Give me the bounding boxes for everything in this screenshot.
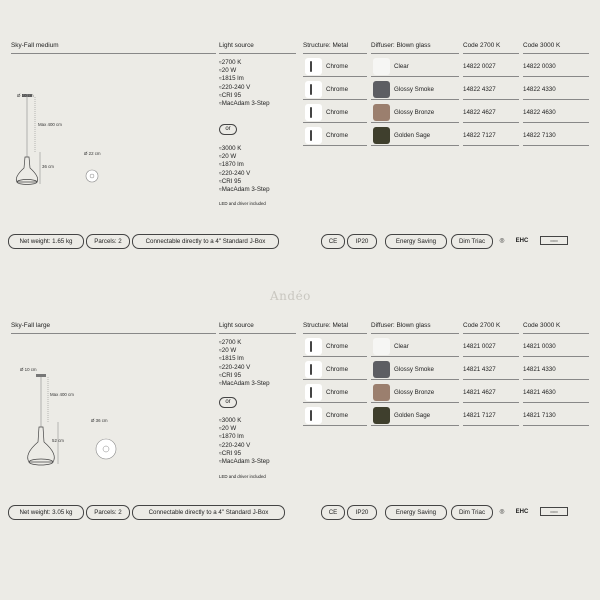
diffuser-swatch [373, 338, 390, 355]
header-light-source: Light source [219, 42, 296, 54]
chrome-swatch [305, 407, 322, 424]
header-diffuser: Diffuser: Blown glass [371, 42, 459, 54]
code-2700: 14822 7127 [463, 126, 519, 146]
spec-item: ≈ 1815 lm [219, 355, 270, 363]
spec-item: ≈ CRI 95 [219, 450, 270, 458]
structure-label: Chrome [326, 86, 349, 93]
spec-item: ≈ MacAdam 3-Step [219, 458, 270, 466]
structure-label: Chrome [326, 412, 349, 419]
header-light-source: Light source [219, 322, 296, 334]
dimmer-icon: ◎ [499, 509, 505, 515]
chrome-swatch [305, 384, 322, 401]
spec-item: ≈ 2700 K [219, 339, 270, 347]
spec-item: ≈ 20 W [219, 67, 270, 75]
net-weight-pill: Net weight: 3.05 kg [8, 505, 84, 520]
spec-item: ≈ MacAdam 3-Step [219, 100, 270, 108]
dim-diameter: Ø 36 cm [91, 418, 108, 423]
code-2700: 14822 4627 [463, 103, 519, 123]
finish-row [0, 80, 600, 102]
header-code-3000: Code 3000 K [523, 322, 589, 334]
diffuser-label: Clear [394, 63, 409, 70]
jbox-pill: Connectable directly to a 4" Standard J-Box [132, 505, 285, 520]
parcels-pill: Parcels: 2 [86, 234, 130, 249]
code-3000: 14822 4330 [523, 80, 589, 100]
specs-3000 [219, 145, 270, 194]
spec-item: ≈ 2700 K [219, 59, 270, 67]
info-bar [0, 505, 600, 521]
dim-max: Max 400 cm [50, 392, 74, 397]
code-3000: 14822 7130 [523, 126, 589, 146]
spec-item: ≈ CRI 95 [219, 372, 270, 380]
code-2700: 14822 4327 [463, 80, 519, 100]
diffuser-label: Glossy Smoke [394, 366, 434, 373]
driver-icon: ▭▭ [540, 507, 568, 516]
or-badge: or [219, 397, 237, 408]
info-bar [0, 234, 600, 250]
finish-row [0, 337, 600, 359]
header-code-2700: Code 2700 K [463, 42, 519, 54]
finish-row [0, 103, 600, 125]
diffuser-swatch [373, 104, 390, 121]
watermark-logo: Andéo [270, 289, 311, 303]
parcels-pill: Parcels: 2 [86, 505, 130, 520]
code-2700: 14822 0027 [463, 57, 519, 77]
ip-badge: IP20 [347, 505, 377, 520]
chrome-swatch [305, 338, 322, 355]
finish-row [0, 406, 600, 428]
spec-item: ≈ 1815 lm [219, 75, 270, 83]
structure-label: Chrome [326, 132, 349, 139]
code-3000: 14821 0030 [523, 337, 589, 357]
code-3000: 14821 4330 [523, 360, 589, 380]
spec-item: ≈ 220-240 V [219, 170, 270, 178]
product-title: Sky-Fall medium [11, 42, 216, 54]
energy-saving-badge: Energy Saving [385, 505, 447, 520]
spec-item: ≈ 3000 K [219, 417, 270, 425]
structure-label: Chrome [326, 389, 349, 396]
spec-item: ≈ MacAdam 3-Step [219, 380, 270, 388]
diffuser-label: Clear [394, 343, 409, 350]
driver-icon: ▭▭ [540, 236, 568, 245]
code-2700: 14821 0027 [463, 337, 519, 357]
spec-item: ≈ 20 W [219, 425, 270, 433]
header-structure: Structure: Metal [303, 42, 367, 54]
spec-item: ≈ 220-240 V [219, 442, 270, 450]
dimmer-icon: ◎ [499, 238, 505, 244]
spec-item: ≈ MacAdam 3-Step [219, 186, 270, 194]
diffuser-swatch [373, 127, 390, 144]
eac-mark: EHC [515, 509, 529, 515]
energy-saving-badge: Energy Saving [385, 234, 447, 249]
spec-item: ≈ 3000 K [219, 145, 270, 153]
structure-label: Chrome [326, 63, 349, 70]
led-note: LED and driver included [219, 201, 266, 206]
spec-item: ≈ CRI 95 [219, 178, 270, 186]
code-3000: 14822 4630 [523, 103, 589, 123]
jbox-pill: Connectable directly to a 4" Standard J-Box [132, 234, 279, 249]
spec-item: ≈ CRI 95 [219, 92, 270, 100]
finish-row [0, 126, 600, 148]
structure-label: Chrome [326, 343, 349, 350]
diffuser-swatch [373, 361, 390, 378]
dim-height: 52 cm [52, 438, 64, 443]
diffuser-swatch [373, 58, 390, 75]
spec-item: ≈ 20 W [219, 153, 270, 161]
diffuser-label: Glossy Bronze [394, 109, 435, 116]
product-title: Sky-Fall large [11, 322, 216, 334]
dim-triac-badge: Dim Triac [451, 505, 493, 520]
spec-item: ≈ 1870 lm [219, 161, 270, 169]
header-code-2700: Code 2700 K [463, 322, 519, 334]
chrome-swatch [305, 104, 322, 121]
diffuser-label: Glossy Bronze [394, 389, 435, 396]
header-structure: Structure: Metal [303, 322, 367, 334]
diffuser-label: Golden Sage [394, 132, 431, 139]
spec-item: ≈ 220-240 V [219, 364, 270, 372]
ip-badge: IP20 [347, 234, 377, 249]
diffuser-label: Golden Sage [394, 412, 431, 419]
diffuser-label: Glossy Smoke [394, 86, 434, 93]
code-3000: 14822 0030 [523, 57, 589, 77]
code-2700: 14821 4627 [463, 383, 519, 403]
finish-row [0, 360, 600, 382]
spec-item: ≈ 220-240 V [219, 84, 270, 92]
ce-badge: CE [321, 505, 345, 520]
diffuser-swatch [373, 81, 390, 98]
dim-triac-badge: Dim Triac [451, 234, 493, 249]
diffuser-swatch [373, 407, 390, 424]
code-3000: 14821 7130 [523, 406, 589, 426]
dim-canopy: Ø 10 cm [20, 367, 37, 372]
structure-label: Chrome [326, 366, 349, 373]
code-2700: 14821 4327 [463, 360, 519, 380]
dim-diameter: Ø 22 cm [84, 151, 101, 156]
chrome-swatch [305, 361, 322, 378]
dim-height: 36 cm [42, 164, 54, 169]
structure-label: Chrome [326, 109, 349, 116]
finish-row [0, 57, 600, 79]
spec-item: ≈ 1870 lm [219, 433, 270, 441]
net-weight-pill: Net weight: 1.65 kg [8, 234, 84, 249]
ce-badge: CE [321, 234, 345, 249]
chrome-swatch [305, 127, 322, 144]
code-3000: 14821 4630 [523, 383, 589, 403]
header-diffuser: Diffuser: Blown glass [371, 322, 459, 334]
finish-row [0, 383, 600, 405]
dim-max: Max 400 cm [38, 122, 62, 127]
spec-item: ≈ 20 W [219, 347, 270, 355]
code-2700: 14821 7127 [463, 406, 519, 426]
header-code-3000: Code 3000 K [523, 42, 589, 54]
eac-mark: EHC [515, 238, 529, 244]
dim-canopy: Ø 10 cm [17, 93, 34, 98]
chrome-swatch [305, 58, 322, 75]
led-note: LED and driver included [219, 474, 266, 479]
chrome-swatch [305, 81, 322, 98]
or-badge: or [219, 124, 237, 135]
diffuser-swatch [373, 384, 390, 401]
